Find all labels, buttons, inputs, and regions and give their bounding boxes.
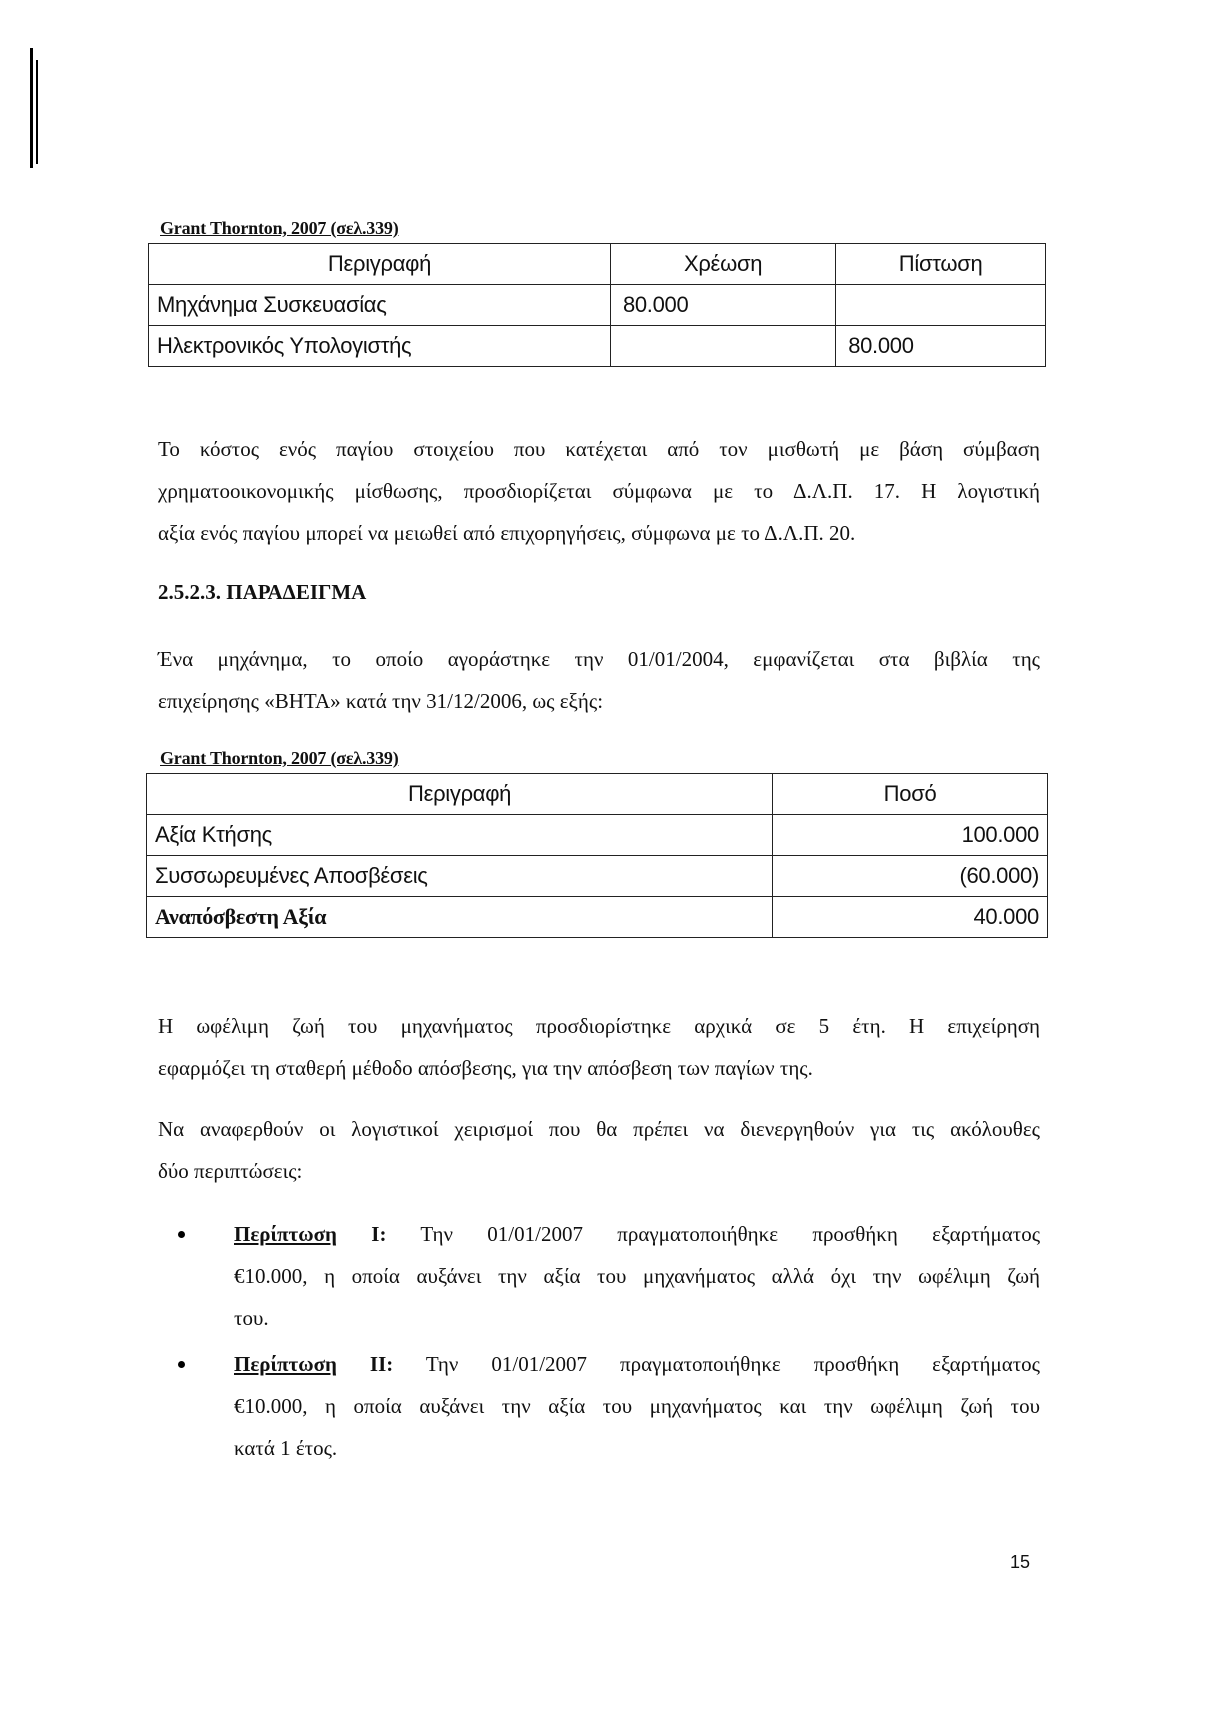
row-debit	[610, 326, 835, 367]
source-citation-2: Grant Thornton, 2007 (σελ.339)	[160, 748, 399, 768]
cases-list	[178, 1213, 1040, 1473]
bullet-icon	[178, 1361, 185, 1368]
margin-mark	[30, 48, 33, 168]
paragraph-cost-of-asset	[158, 428, 1040, 554]
table-row-total	[147, 897, 1048, 938]
table-row	[147, 815, 1048, 856]
row-description: Αναπόσβεστη Αξία	[147, 897, 773, 938]
row-credit: 80.000	[836, 326, 1046, 367]
header-description: Περιγραφή	[149, 244, 611, 285]
table-row	[147, 856, 1048, 897]
table-header-row	[147, 774, 1048, 815]
paragraph-line: εφαρμόζει τη σταθερή μέθοδο απόσβεσης, για την απόσβεση των παγίων της.	[158, 1056, 813, 1080]
case-text: κατά 1 έτος.	[234, 1436, 338, 1460]
case-text: €10.000, η οποία αυξάνει την αξία του μηχανήματος αλλά όχι την ωφέλιμη ζωή	[234, 1264, 1040, 1288]
section-heading: 2.5.2.3. ΠΑΡΑΔΕΙΓΜΑ	[158, 580, 367, 604]
header-credit: Πίστωση	[836, 244, 1046, 285]
case-text: Την 01/01/2007 πραγματοποιήθηκε προσθήκη εξαρτήματος	[425, 1352, 1040, 1376]
paragraph-task	[158, 1108, 1040, 1192]
header-debit: Χρέωση	[610, 244, 835, 285]
paragraph-useful-life	[158, 1005, 1040, 1089]
table-header-row	[149, 244, 1046, 285]
case-number: Ι:	[371, 1222, 387, 1246]
list-item	[178, 1343, 1040, 1469]
paragraph-line: Ένα μηχάνημα, το οποίο αγοράστηκε την 01/01/2004, εμφανίζεται στα βιβλία της	[158, 647, 1040, 671]
paragraph-line: αξία ενός παγίου μπορεί να μειωθεί από επιχορηγήσεις, σύμφωνα με το Δ.Λ.Π. 20.	[158, 521, 856, 545]
list-item	[178, 1213, 1040, 1339]
journal-entry-table	[148, 243, 1046, 367]
row-amount: 40.000	[773, 897, 1048, 938]
paragraph-line: επιχείρησης «ΒΗΤΑ» κατά την 31/12/2006, ως εξής:	[158, 689, 604, 713]
row-amount: (60.000)	[773, 856, 1048, 897]
case-label: Περίπτωση	[234, 1222, 337, 1246]
case-text: Την 01/01/2007 πραγματοποιήθηκε προσθήκη εξαρτήματος	[420, 1222, 1041, 1246]
margin-mark	[36, 60, 38, 164]
row-credit	[836, 285, 1046, 326]
row-description: Συσσωρευμένες Αποσβέσεις	[147, 856, 773, 897]
paragraph-line: δύο περιπτώσεις:	[158, 1159, 303, 1183]
source-citation-1: Grant Thornton, 2007 (σελ.339)	[160, 218, 399, 238]
case-text: €10.000, η οποία αυξάνει την αξία του μηχανήματος και την ωφέλιμη ζωή του	[234, 1394, 1040, 1418]
bullet-icon	[178, 1231, 185, 1238]
paragraph-line: Το κόστος ενός παγίου στοιχείου που κατέχεται από τον μισθωτή με βάση σύμβαση	[158, 437, 1040, 461]
row-amount: 100.000	[773, 815, 1048, 856]
page-number: 15	[1010, 1552, 1031, 1572]
row-description: Αξία Κτήσης	[147, 815, 773, 856]
row-description: Ηλεκτρονικός Υπολογιστής	[149, 326, 611, 367]
row-debit: 80.000	[610, 285, 835, 326]
row-description: Μηχάνημα Συσκευασίας	[149, 285, 611, 326]
header-amount: Ποσό	[773, 774, 1048, 815]
case-text: του.	[234, 1306, 269, 1330]
table-row	[149, 326, 1046, 367]
paragraph-line: Να αναφερθούν οι λογιστικοί χειρισμοί που θα πρέπει να διενεργηθούν για τις ακόλουθες	[158, 1117, 1040, 1141]
asset-value-table	[146, 773, 1048, 938]
paragraph-line: Η ωφέλιμη ζωή του μηχανήματος προσδιορίστηκε αρχικά σε 5 έτη. Η επιχείρηση	[158, 1014, 1040, 1038]
header-description: Περιγραφή	[147, 774, 773, 815]
case-number: ΙΙ:	[369, 1352, 394, 1376]
case-label: Περίπτωση	[234, 1352, 337, 1376]
table-row	[149, 285, 1046, 326]
paragraph-example-intro	[158, 638, 1040, 722]
paragraph-line: χρηματοοικονομικής μίσθωσης, προσδιορίζεται σύμφωνα με το Δ.Λ.Π. 17. Η λογιστική	[158, 479, 1040, 503]
